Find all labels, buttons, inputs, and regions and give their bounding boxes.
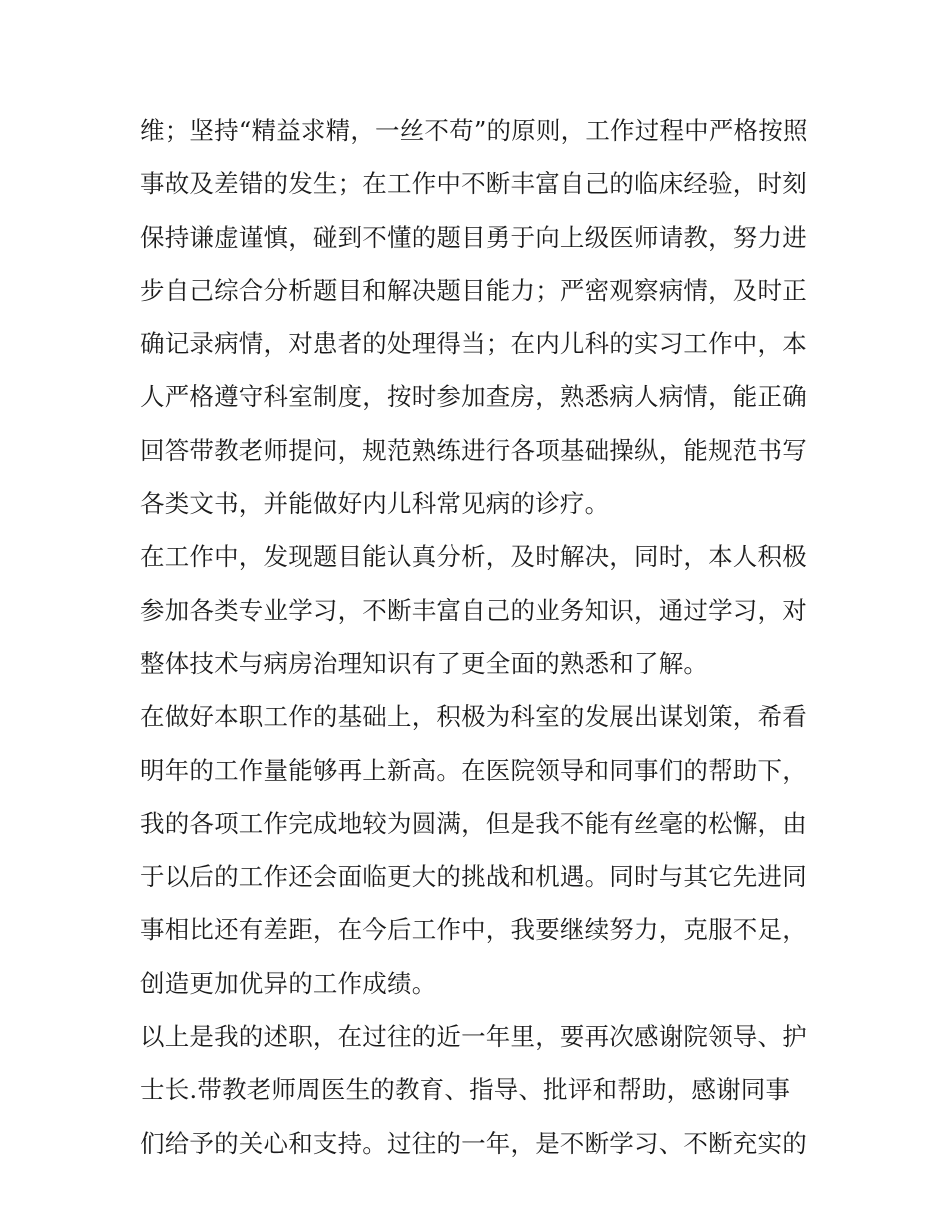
text-line: 维；坚持“精益求精，一丝不苟”的原则，工作过程中严格按照 — [140, 116, 808, 145]
text-line: 创造更加优异的工作成绩。 — [140, 968, 437, 998]
text-line: 参加各类专业学习，不断丰富自己的业务知识，通过学习，对 — [140, 595, 807, 625]
text-line: 确记录病情，对患者的处理得当；在内儿科的实习工作中，本 — [140, 329, 807, 359]
text-line: 们给予的关心和支持。过往的一年，是不断学习、不断充实的 — [140, 1128, 807, 1158]
text-line: 明年的工作量能够再上新高。在医院领导和同事们的帮助下， — [140, 755, 807, 785]
text-line: 回答带教老师提问，规范熟练进行各项基础操纵，能规范书写 — [140, 435, 807, 465]
text-line: 事故及差错的发生；在工作中不断丰富自己的临床经验，时刻 — [140, 169, 807, 199]
text-line: 以上是我的述职，在过往的近一年里，要再次感谢院领导、护 — [140, 1022, 807, 1052]
text-line: 人严格遵守科室制度，按时参加查房，熟悉病人病情，能正确 — [140, 382, 807, 412]
text-line: 在工作中，发现题目能认真分析，及时解决，同时，本人积极 — [140, 542, 807, 572]
text-line: 我的各项工作完成地较为圆满，但是我不能有丝毫的松懈，由 — [140, 808, 807, 838]
text-line: 士长.带教老师周医生的教育、指导、批评和帮助，感谢同事 — [140, 1075, 791, 1105]
text-line: 整体技术与病房治理知识有了更全面的熟悉和了解。 — [140, 648, 709, 678]
text-line: 步自己综合分析题目和解决题目能力；严密观察病情，及时正 — [140, 275, 807, 305]
body-text — [140, 104, 820, 1170]
text-line: 于以后的工作还会面临更大的挑战和机遇。同时与其它先进同 — [140, 862, 807, 892]
text-line: 保持谦虚谨慎，碰到不懂的题目勇于向上级医师请教，努力进 — [140, 222, 807, 252]
text-line: 各类文书，并能做好内儿科常见病的诊疗。 — [140, 489, 610, 519]
text-line: 在做好本职工作的基础上，积极为科室的发展出谋划策，希看 — [140, 702, 807, 732]
text-line: 事相比还有差距，在今后工作中，我要继续努力，克服不足， — [140, 915, 807, 945]
